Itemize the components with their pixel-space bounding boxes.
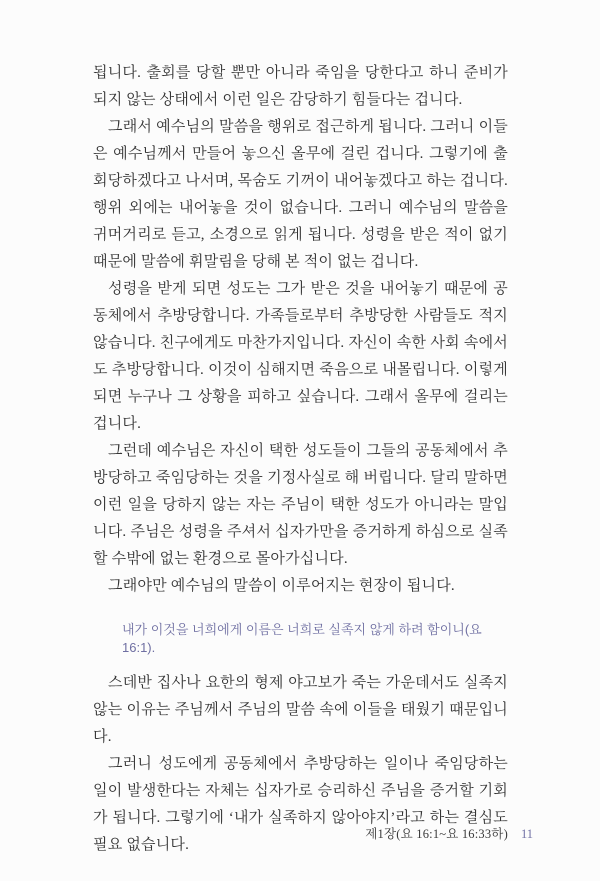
body-paragraph: 그래야만 예수님의 말씀이 이루어지는 현장이 됩니다. xyxy=(108,578,455,594)
footer-chapter-label: 제1장(요 16:1~요 16:33하) xyxy=(365,827,508,841)
body-paragraph: 그러니 성도에게 공동체에서 추방당하는 일이나 죽임당하는 일이 발생한다는 자체는 십자가로 승리하신 주님을 증거할 기회가 됩니다. 그렇기에 ‘내가 실족하지 않아야지’라고 하는 결심도 필요 없습니다. xyxy=(93,756,508,853)
page-footer xyxy=(0,826,600,842)
body-paragraph: 그래서 예수님의 말씀을 행위로 접근하게 됩니다. 그러니 이들은 예수님께서 만들어 놓으신 올무에 걸린 겁니다. 그렇기에 출회당하겠다고 나서며, 목숨도 기꺼이 내어놓겠다고 하는 겁니다. 행위 외에는 내어놓을 것이 없습니다. 그러니 예수님의 말씀을 귀머거리로 듣고, 소경으로 읽게 됩니다. 성령을 받은 적이 없기 때문에 말씀에 휘말림을 당해 본 적이 없는 겁니다. xyxy=(93,119,508,270)
body-paragraph: 그런데 예수님은 자신이 택한 성도들이 그들의 공동체에서 추방당하고 죽임당하는 것을 기정사실로 해 버립니다. 달리 말하면 이런 일을 당하지 않는 자는 주님이 택한 성도가 아니라는 말입니다. 주님은 성령을 주셔서 십자가만을 증거하게 하심으로 실족할 수밖에 없는 환경으로 몰아가십니다. xyxy=(93,443,508,567)
body-paragraph: 스데반 집사나 요한의 형제 야고보가 죽는 가운데서도 실족지 않는 이유는 주님께서 주님의 말씀 속에 이들을 태웠기 때문입니다. xyxy=(93,675,508,745)
body-paragraph: 됩니다. 출회를 당할 뿐만 아니라 죽임을 당한다고 하니 준비가 되지 않는 상태에서 이런 일은 감당하기 힘들다는 겁니다. xyxy=(93,65,508,108)
scripture-quote: 내가 이것을 너희에게 이름은 너희로 실족지 않게 하려 함이니(요 16:1). xyxy=(122,622,482,655)
body-paragraph: 성령을 받게 되면 성도는 그가 받은 것을 내어놓기 때문에 공동체에서 추방당합니다. 가족들로부터 추방당한 사람들도 적지 않습니다. 친구에게도 마찬가지입니다. 자신이 속한 사회 속에서도 추방당합니다. 이것이 심해지면 죽음으로 내몰립니다. 이렇게 되면 누구나 그 상황을 피하고 싶습니다. 그래서 올무에 걸리는 겁니다. xyxy=(93,281,508,432)
footer-page-number: 11 xyxy=(520,827,533,841)
